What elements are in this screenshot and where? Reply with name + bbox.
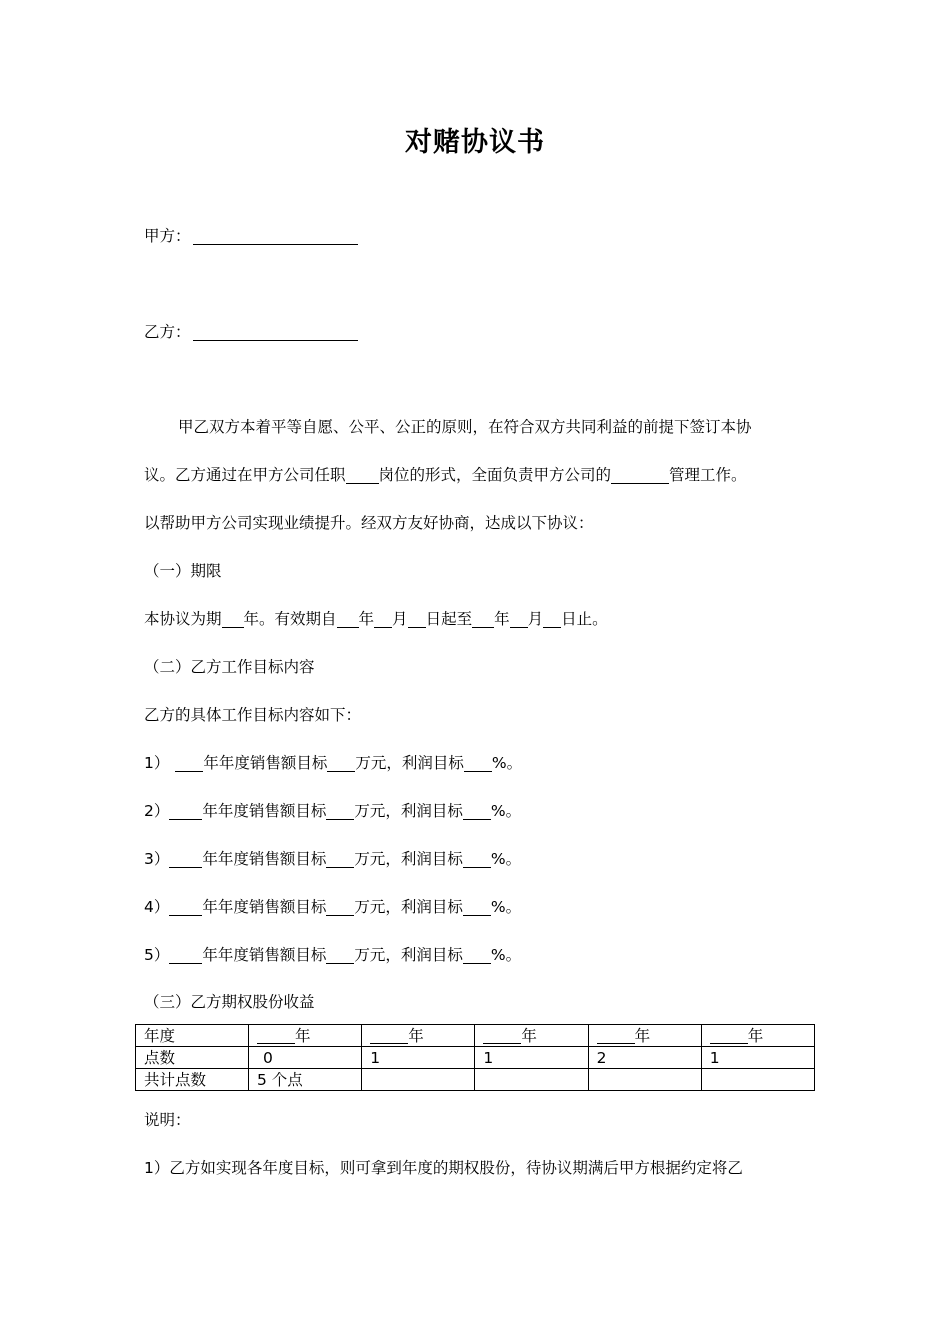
term-text: 月 [527,610,544,628]
item-text: 万元，利润目标 [354,802,463,820]
sales-blank [326,851,354,868]
year-cell [588,1025,701,1047]
table-row [136,1025,815,1047]
year-blank [175,755,203,772]
target-item-2 [144,801,521,821]
profit-blank [463,803,491,820]
party-a-line [144,226,358,246]
item-number: 5） [144,946,170,964]
intro-text-a: 议。乙方通过在甲方公司任职 [144,466,346,484]
year-blank [597,1029,635,1044]
intro-line-3: 以帮助甲方公司实现业绩提升。经双方友好协商，达成以下协议： [144,514,594,532]
party-b-blank [193,324,358,341]
note-label: 说明： [144,1111,191,1129]
year-blank [169,851,202,868]
target-item-4 [144,897,521,917]
year-header-cell: 年度 [136,1025,249,1047]
item-text: 年年度销售额目标 [202,946,327,964]
start-year-blank [337,611,359,628]
sales-blank [327,755,355,772]
item-number: 4） [144,898,170,916]
sales-blank [326,899,354,916]
term-text: 年 [494,610,510,628]
year-blank [169,947,202,964]
party-b-label: 乙方： [144,323,191,341]
total-cell: 5 个点 [249,1069,362,1091]
party-a-blank [193,228,358,245]
intro-text-b: 岗位的形式，全面负责甲方公司的 [378,466,612,484]
equity-points-table [135,1024,815,1091]
end-day-blank [543,611,561,628]
points-cell: 1 [701,1047,814,1069]
party-a-label: 甲方： [144,227,191,245]
start-day-blank [408,611,426,628]
item-text: %。 [490,946,522,964]
term-text: 月 [392,610,408,628]
year-blank [257,1029,295,1044]
item-text: 年年度销售额目标 [203,754,328,772]
year-cell [249,1025,362,1047]
item-text: %。 [491,754,523,772]
section2-heading: （二）乙方工作目标内容 [144,658,315,676]
term-text: 日止。 [561,610,608,628]
item-text: %。 [490,802,522,820]
target-item-5 [144,945,521,965]
year-suffix: 年 [747,1026,764,1045]
item-number: 2） [144,802,170,820]
profit-blank [463,947,491,964]
year-cell [475,1025,588,1047]
year-suffix: 年 [408,1026,424,1045]
management-blank [611,467,669,484]
item-text: 年年度销售额目标 [202,898,327,916]
empty-cell [362,1069,475,1091]
total-header-cell: 共计点数 [136,1069,249,1091]
empty-cell [588,1069,701,1091]
intro-line-1: 甲乙双方本着平等自愿、公平、公正的原则，在符合双方共同利益的前提下签订本协 [178,418,752,436]
term-text: 年。有效期自 [243,610,337,628]
end-month-blank [510,611,528,628]
document-title: 对赌协议书 [405,127,545,158]
item-text: 万元，利润目标 [354,946,463,964]
sales-blank [326,803,354,820]
position-blank [346,467,379,484]
item-text: 年年度销售额目标 [202,802,327,820]
section2-lead: 乙方的具体工作目标内容如下： [144,706,362,724]
item-text: 年年度销售额目标 [202,850,327,868]
profit-blank [464,755,492,772]
points-cell: 2 [588,1047,701,1069]
item-number: 3） [144,850,170,868]
intro-line-2 [144,465,747,485]
note-item-1: 1）乙方如实现各年度目标，则可拿到年度的期权股份，待协议期满后甲方根据约定将乙 [144,1159,743,1177]
points-cell: 1 [475,1047,588,1069]
year-suffix: 年 [634,1026,651,1045]
term-text: 本协议为期 [144,610,222,628]
year-cell [701,1025,814,1047]
term-line [144,609,608,629]
year-cell [362,1025,475,1047]
term-text: 日起至 [425,610,473,628]
term-years-blank [222,611,244,628]
item-text: %。 [490,898,522,916]
item-number: 1） [144,754,170,772]
target-item-3 [144,849,521,869]
section1-heading: （一）期限 [144,562,222,580]
item-text: 万元，利润目标 [354,850,463,868]
party-b-line [144,322,358,342]
year-blank [483,1029,521,1044]
empty-cell [701,1069,814,1091]
target-item-1 [144,753,522,773]
profit-blank [463,851,491,868]
table-row [136,1069,815,1091]
year-suffix: 年 [295,1026,311,1045]
sales-blank [326,947,354,964]
empty-cell [475,1069,588,1091]
points-cell: 1 [362,1047,475,1069]
start-month-blank [374,611,392,628]
intro-text-c: 管理工作。 [669,466,747,484]
table-row [136,1047,815,1069]
section3-heading: （三）乙方期权股份收益 [144,993,315,1011]
term-text: 年 [358,610,375,628]
item-text: 万元，利润目标 [355,754,464,772]
year-blank [169,803,202,820]
points-cell: 0 [249,1047,362,1069]
end-year-blank [472,611,494,628]
year-suffix: 年 [521,1026,537,1045]
profit-blank [463,899,491,916]
item-text: 万元，利润目标 [354,898,463,916]
year-blank [370,1029,408,1044]
year-blank [169,899,202,916]
item-text: %。 [490,850,522,868]
year-blank [710,1029,748,1044]
points-header-cell: 点数 [136,1047,249,1069]
